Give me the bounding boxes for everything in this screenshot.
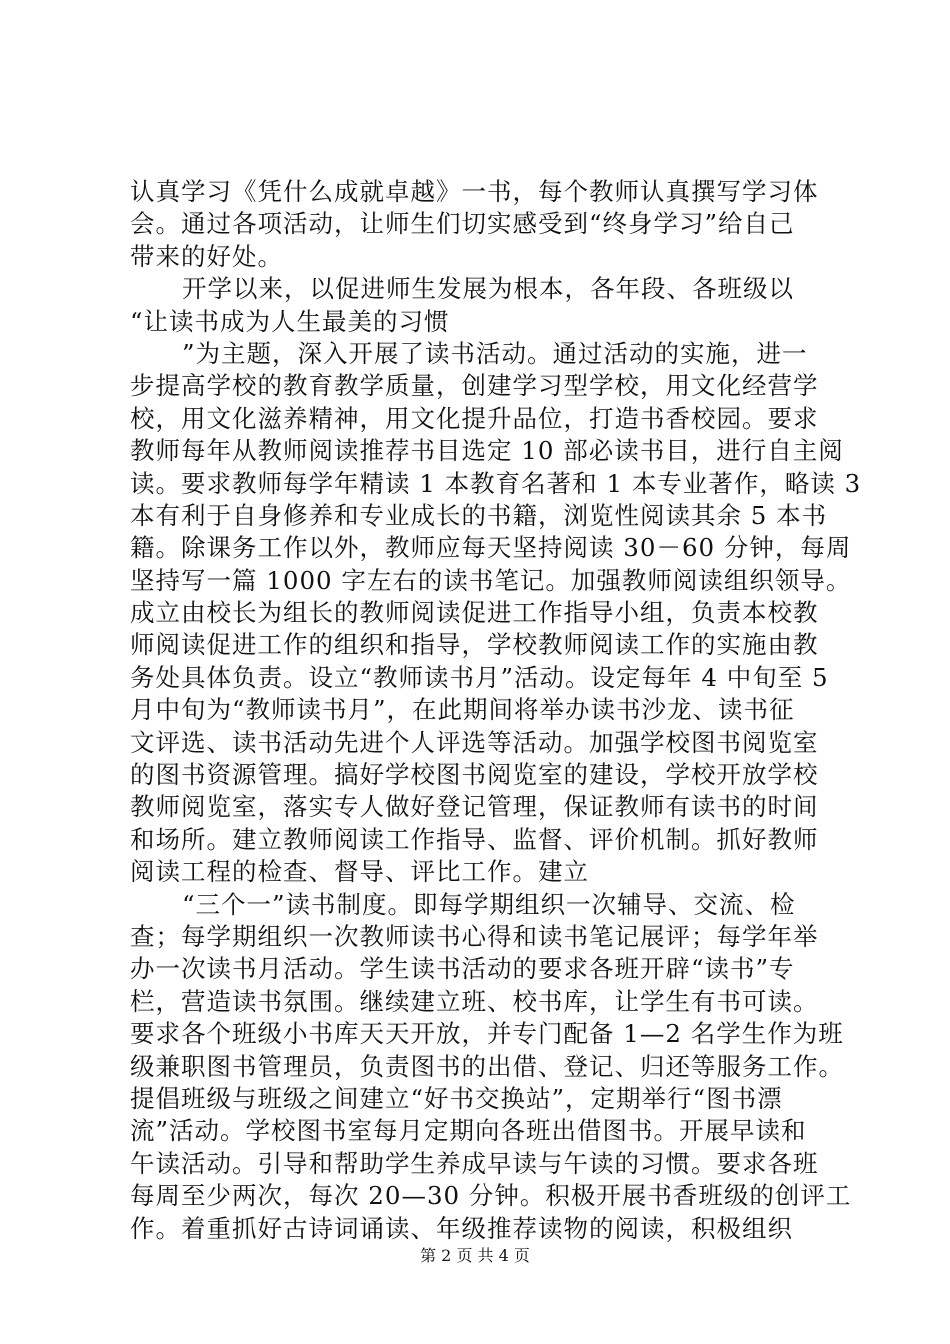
text-line: 本有利于自身修养和专业成长的书籍，浏览性阅读其余 5 本书 xyxy=(130,500,828,530)
text-line: 栏，营造读书氛围。继续建立班、校书库，让学生有书可读。 xyxy=(130,986,819,1016)
text-line: “三个一”读书制度。即每学期组织一次辅导、交流、检 xyxy=(182,889,796,919)
text-line: 午读活动。引导和帮助学生养成早读与午读的习惯。要求各班 xyxy=(130,1148,819,1178)
text-line: 教师阅览室，落实专人做好登记管理，保证教师有读书的时间 xyxy=(130,792,819,822)
text-line: 作。着重抓好古诗词诵读、年级推荐读物的阅读，积极组织 xyxy=(130,1213,793,1243)
text-line: 教师每年从教师阅读推荐书目选定 10 部必读书目，进行自主阅 xyxy=(130,436,844,466)
text-line: 成立由校长为组长的教师阅读促进工作指导小组，负责本校教 xyxy=(130,598,819,628)
body-text xyxy=(130,176,862,1245)
text-line: 师阅读促进工作的组织和指导，学校教师阅读工作的实施由教 xyxy=(130,630,819,660)
text-line: 文评选、读书活动先进个人评选等活动。加强学校图书阅览室 xyxy=(130,727,819,757)
text-line: 带来的好处。 xyxy=(130,241,283,271)
text-line: 查；每学期组织一次教师读书心得和读书笔记展评；每学年举 xyxy=(130,921,819,951)
text-line: 提倡班级与班级之间建立“好书交换站”，定期举行“图书漂 xyxy=(130,1083,783,1113)
text-line: 流”活动。学校图书室每月定期向各班出借图书。开展早读和 xyxy=(130,1116,807,1146)
text-line: 级兼职图书管理员，负责图书的出借、登记、归还等服务工作。 xyxy=(130,1051,844,1081)
text-line: 的图书资源管理。搞好学校图书阅览室的建设，学校开放学校 xyxy=(130,760,819,790)
text-line: 读。要求教师每学年精读 1 本教育名著和 1 本专业著作，略读 3 xyxy=(130,468,862,498)
text-line: “让读书成为人生最美的习惯 xyxy=(130,306,450,336)
text-line: ”为主题，深入开展了读书活动。通过活动的实施，进一 xyxy=(182,338,808,368)
text-line: 阅读工程的检查、督导、评比工作。建立 xyxy=(130,857,589,887)
text-line: 校，用文化滋养精神，用文化提升品位，打造书香校园。要求 xyxy=(130,403,819,433)
text-line: 月中旬为“教师读书月”，在此期间将举办读书沙龙、读书征 xyxy=(130,695,795,725)
text-line: 办一次读书月活动。学生读书活动的要求各班开辟“读书”专 xyxy=(130,954,795,984)
text-line: 务处具体负责。设立“教师读书月”活动。设定每年 4 中旬至 5 xyxy=(130,662,829,692)
text-line: 会。通过各项活动，让师生们切实感受到“终身学习”给自己 xyxy=(130,209,795,239)
page-number-footer: 第 2 页 共 4 页 xyxy=(420,1246,530,1265)
text-line: 开学以来，以促进师生发展为根本，各年段、各班级以 xyxy=(182,274,794,304)
text-line: 每周至少两次，每次 20—30 分钟。积极开展书香班级的创评工 xyxy=(130,1181,852,1211)
text-line: 籍。除课务工作以外，教师应每天坚持阅读 30－60 分钟，每周 xyxy=(130,533,852,563)
text-line: 要求各个班级小书库天天开放，并专门配备 1—2 名学生作为班 xyxy=(130,1019,844,1049)
text-line: 认真学习《凭什么成就卓越》一书，每个教师认真撰写学习体 xyxy=(130,177,819,206)
text-line: 和场所。建立教师阅读工作指导、监督、评价机制。抓好教师 xyxy=(130,824,819,854)
text-line: 步提高学校的教育教学质量，创建学习型学校，用文化经营学 xyxy=(130,371,819,401)
text-line: 坚持写一篇 1000 字左右的读书笔记。加强教师阅读组织领导。 xyxy=(130,565,852,595)
